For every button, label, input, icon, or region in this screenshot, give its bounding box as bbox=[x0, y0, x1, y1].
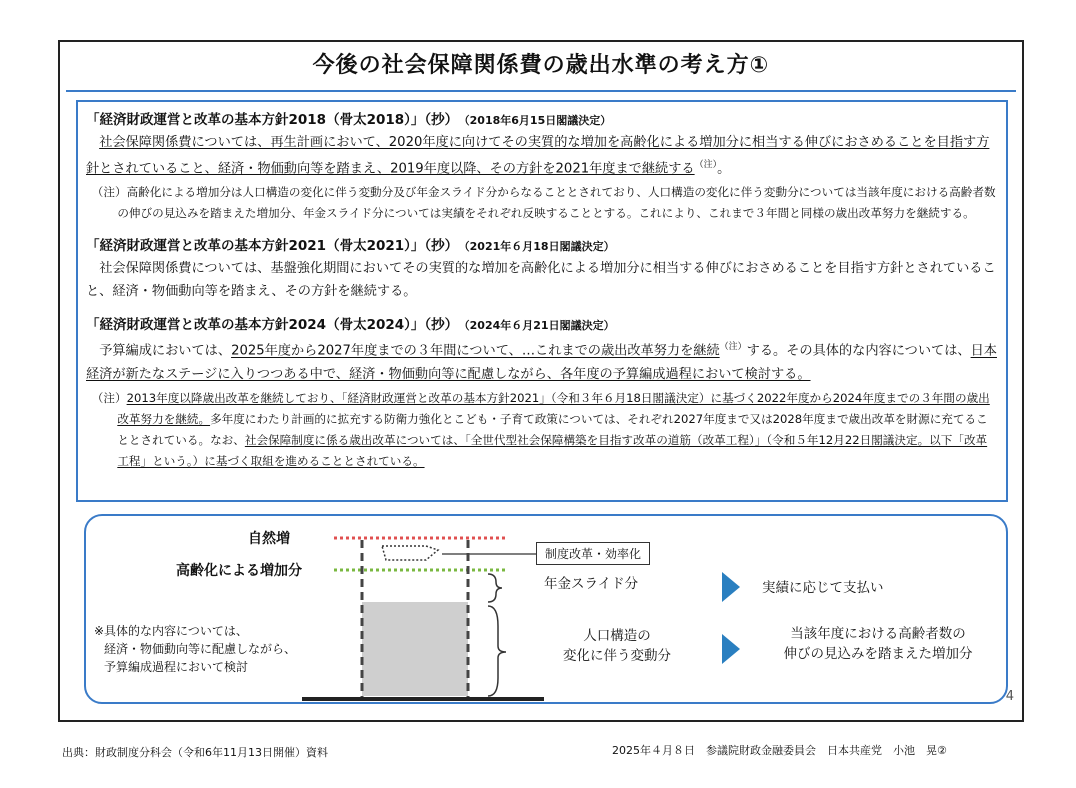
diagram-note-line-3: 予算編成過程において検討 bbox=[104, 660, 249, 674]
diagram-note-line-1: ※具体的な内容については、 bbox=[94, 624, 248, 638]
heading-date: （2024年６月21日閣議決定） bbox=[464, 319, 615, 333]
section-note-2018: （注）高齢化による増加分は人口構造の変化に伴う変動分及び年金スライド分からなることとされており、人口構造の変化に伴う変動分については当該年度における高齢者数の伸びの見込みを踏まえた増加分、年金スライド分については実績をそれぞれ反映することとする。これにより、これまで３年間と同様の歳出改革努力を継続する。 bbox=[91, 185, 996, 221]
body-text-a: 予算編成においては、 bbox=[99, 343, 232, 359]
body-text-b: 2019年度以降、その方針を2021年度まで継続する bbox=[390, 161, 695, 177]
heading-date: （2018年6月15日閣議決定） bbox=[464, 114, 612, 127]
label-aging-increase: 高齢化による増加分 bbox=[176, 563, 302, 579]
pension-brace bbox=[488, 574, 502, 602]
note-marker: （注） bbox=[694, 160, 718, 170]
label-natural-increase: 自然増 bbox=[248, 531, 290, 547]
label-population-result bbox=[768, 624, 988, 664]
body-text-c: 。 bbox=[717, 161, 731, 177]
arrow-right-icon bbox=[722, 634, 740, 664]
slide bbox=[58, 40, 1024, 722]
body-text-c: する。その具体的な内容については、 bbox=[746, 343, 971, 359]
title-divider bbox=[66, 90, 1016, 92]
heading-text: 「経済財政運営と改革の基本方針2024（骨太2024）」（抄） bbox=[86, 317, 459, 334]
arrow-right-icon bbox=[722, 572, 740, 602]
slide-title: 今後の社会保障関係費の歳出水準の考え方① bbox=[312, 53, 770, 78]
label-pension-slide: 年金スライド分 bbox=[544, 576, 639, 592]
note-text-c: 多年度にわたり計画的に拡充する防衛力強化とこども・子育て政策については、それぞれ2027年度まで又は2028年度まで歳出改革を財源に充てることとされている。なお、 bbox=[117, 411, 988, 447]
heading-text: 「経済財政運営と改革の基本方針2021（骨太2021）」（抄） bbox=[86, 238, 459, 255]
policy-text-box bbox=[76, 100, 1008, 502]
section-heading-2024 bbox=[86, 315, 998, 336]
spending-diagram bbox=[84, 514, 1008, 704]
note-text-d: 社会保障制度に係る歳出改革については、「全世代型社会保障構築を目指す改革の道筋（改革工程）」（令和５年12月22日閣議決定。以下「改革工程」という。）に基づく取組を進めることとされている。 bbox=[117, 432, 988, 468]
pension-bar bbox=[362, 572, 468, 602]
footer-source: 出典：財政制度分科会（令和6年11月13日開催）資料 bbox=[62, 746, 328, 759]
reform-dotted-arrow bbox=[382, 546, 438, 560]
body-text-d: 日本経済が新たなステージに入りつつある中で、経済・物価動向等に配慮しながら、各年度の予算編成過程において検討する。 bbox=[86, 343, 997, 382]
population-bar bbox=[362, 602, 468, 696]
section-heading-2018 bbox=[86, 110, 998, 131]
population-result-line-1: 当該年度における高齢者数の bbox=[790, 626, 966, 642]
label-pension-result: 実績に応じて支払い bbox=[762, 580, 884, 596]
population-brace bbox=[488, 606, 506, 696]
population-line-1: 人口構造の bbox=[583, 628, 651, 644]
diagram-note bbox=[94, 622, 296, 676]
label-population-change bbox=[552, 626, 682, 666]
footer-meta: 2025年４月８日 参議院財政金融委員会 日本共産党 小池 晃② bbox=[612, 744, 947, 757]
heading-date: （2021年６月18日閣議決定） bbox=[464, 240, 615, 254]
page-number: 4 bbox=[1005, 689, 1014, 704]
note-text-b: 2013年度以降歳出改革を継続しており、「経済財政運営と改革の基本方針2021」（令和３年６月18日閣議決定）に基づく2022年度から2024年度までの３年間の歳出改革努力を継続。 bbox=[117, 390, 990, 426]
body-text-a: 社会保障関係費については、再生計画において、2020年度に向けてその実質的な増加を高齢化による増加分に相当する伸びにおさめることを目指す方針とされていること、経済・物価動向等を踏まえ、 bbox=[86, 135, 990, 177]
body-text-b: 2025年度から2027年度までの３年間について、…これまでの歳出改革努力を継続 bbox=[231, 343, 720, 359]
note-marker: （注） bbox=[719, 342, 747, 353]
section-heading-2021 bbox=[86, 236, 998, 257]
section-note-2024 bbox=[86, 388, 998, 472]
section-body-2021: 社会保障関係費については、基盤強化期間においてその実質的な増加を高齢化による増加分に相当する伸びにおさめることを目指す方針とされていること、経済・物価動向等を踏まえ、その方針を継続する。 bbox=[86, 261, 996, 300]
section-body-2024 bbox=[86, 336, 998, 385]
diagram-note-line-2: 経済・物価動向等に配慮しながら、 bbox=[104, 642, 297, 656]
note-label: （注） bbox=[91, 390, 127, 405]
population-line-2: 変化に伴う変動分 bbox=[563, 648, 671, 664]
heading-text: 「経済財政運営と改革の基本方針2018（骨太2018）」（抄） bbox=[86, 112, 459, 128]
section-body-2018 bbox=[86, 131, 998, 180]
population-result-line-2: 伸びの見込みを踏まえた増加分 bbox=[783, 646, 973, 662]
tag-system-reform: 制度改革・効率化 bbox=[536, 542, 650, 565]
